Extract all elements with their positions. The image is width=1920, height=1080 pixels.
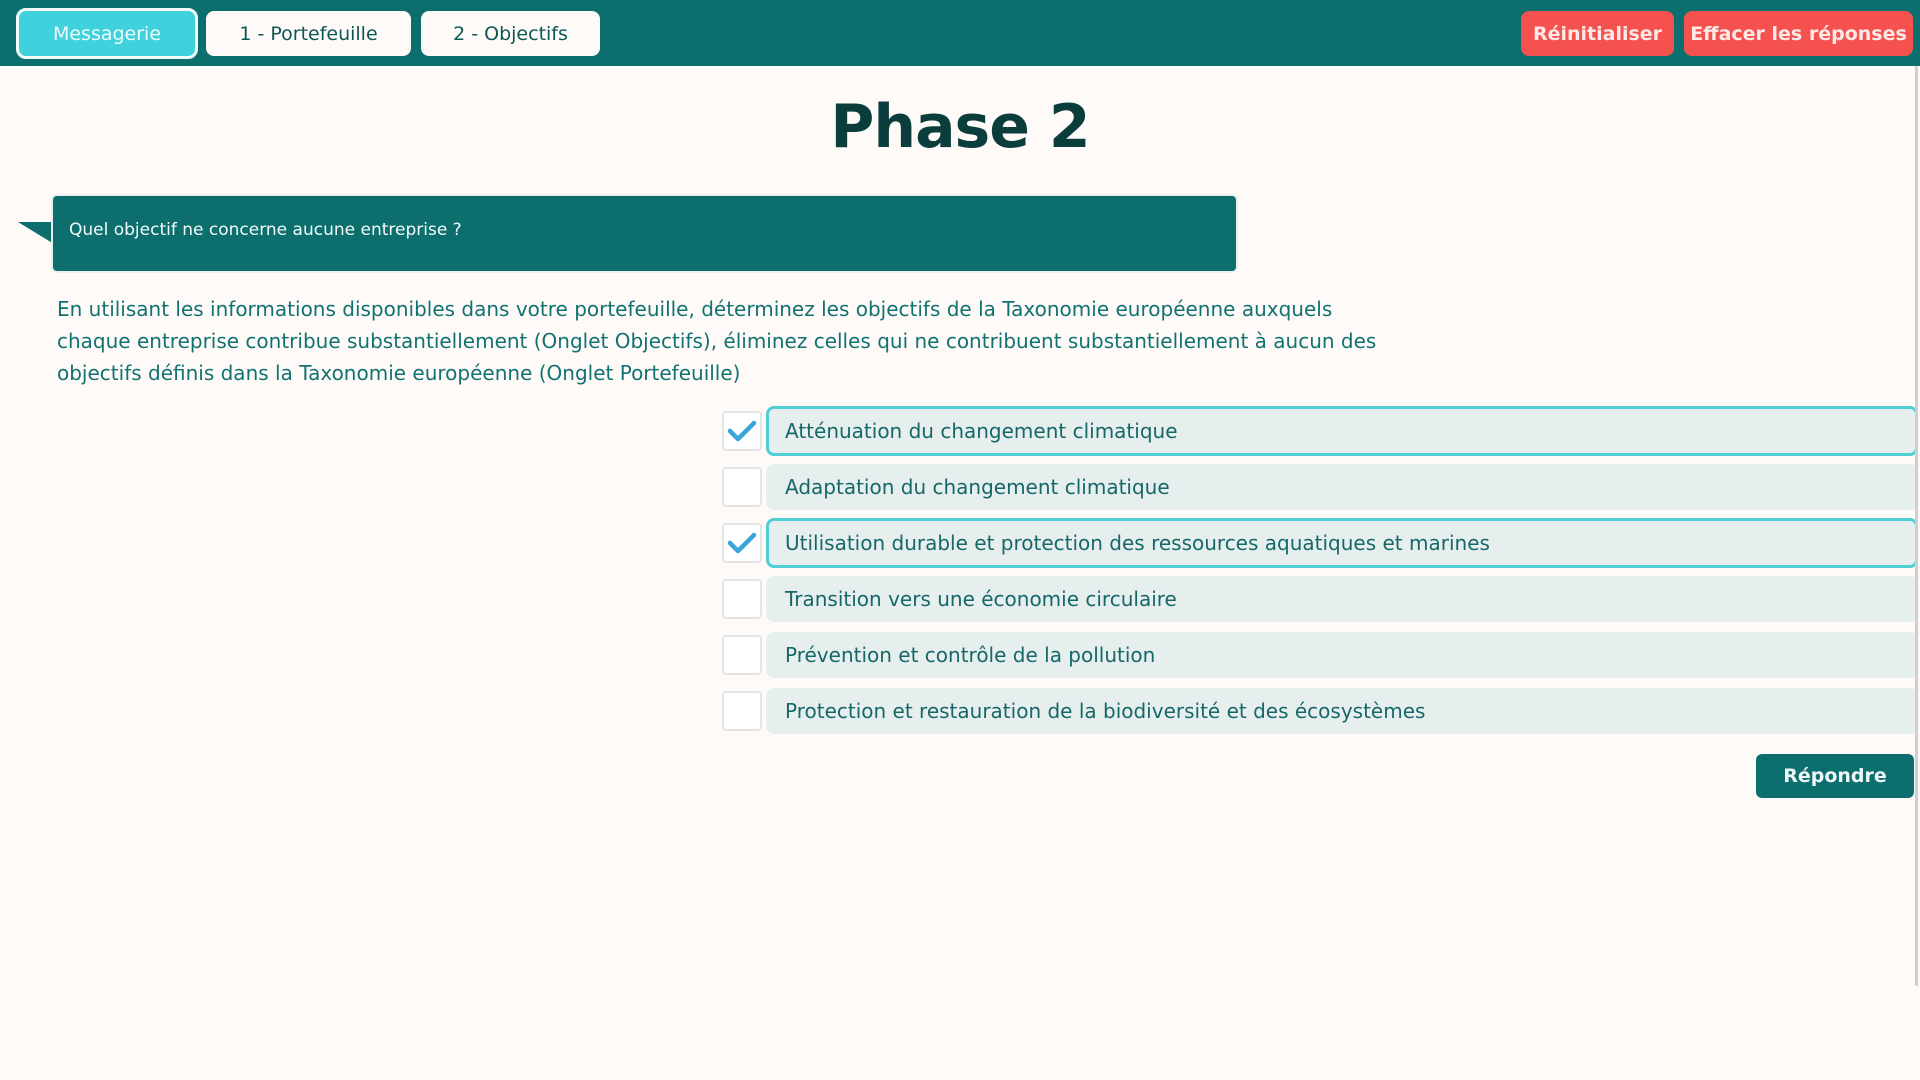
option-label[interactable]: Protection et restauration de la biodiversité et des écosystèmes: [766, 688, 1918, 734]
option-item[interactable]: [722, 406, 1918, 456]
option-item[interactable]: [722, 462, 1918, 512]
speech-bubble-tail-icon: [18, 222, 54, 244]
option-checkbox[interactable]: [722, 579, 762, 619]
top-navigation-bar: [0, 0, 1920, 66]
checkmark-icon: [727, 531, 757, 555]
question-banner: [18, 196, 1236, 271]
tab-objectifs[interactable]: 2 - Objectifs: [421, 11, 600, 56]
option-item[interactable]: [722, 630, 1918, 680]
tab-messagerie[interactable]: Messagerie: [16, 8, 198, 59]
option-checkbox[interactable]: [722, 411, 762, 451]
clear-answers-button[interactable]: Effacer les réponses: [1684, 11, 1913, 56]
tab-portefeuille[interactable]: 1 - Portefeuille: [206, 11, 411, 56]
options-list: [722, 406, 1918, 742]
vertical-scrollbar[interactable]: [1915, 66, 1918, 986]
option-label[interactable]: Prévention et contrôle de la pollution: [766, 632, 1918, 678]
option-item[interactable]: [722, 574, 1918, 624]
question-text: Quel objectif ne concerne aucune entreprise ?: [53, 196, 1236, 271]
option-label[interactable]: Adaptation du changement climatique: [766, 464, 1918, 510]
page-title: Phase 2: [830, 92, 1090, 162]
option-checkbox[interactable]: [722, 635, 762, 675]
reset-button[interactable]: Réinitialiser: [1521, 11, 1674, 56]
option-label[interactable]: Transition vers une économie circulaire: [766, 576, 1918, 622]
instructions-text: En utilisant les informations disponibles dans votre portefeuille, déterminez les objectifs de la Taxonomie européenne auxquels chaque entreprise contribue substantiellement (Onglet Objectifs), éliminez celles qui ne contribuent substantiellement à aucun des objectifs définis dans la Taxonomie européenne (Onglet Portefeuille): [57, 297, 1377, 385]
option-checkbox[interactable]: [722, 523, 762, 563]
option-label[interactable]: Utilisation durable et protection des ressources aquatiques et marines: [766, 518, 1918, 568]
option-item[interactable]: [722, 686, 1918, 736]
option-item[interactable]: [722, 518, 1918, 568]
option-checkbox[interactable]: [722, 467, 762, 507]
checkmark-icon: [727, 419, 757, 443]
option-checkbox[interactable]: [722, 691, 762, 731]
submit-answer-button[interactable]: Répondre: [1756, 754, 1914, 798]
option-label[interactable]: Atténuation du changement climatique: [766, 406, 1918, 456]
